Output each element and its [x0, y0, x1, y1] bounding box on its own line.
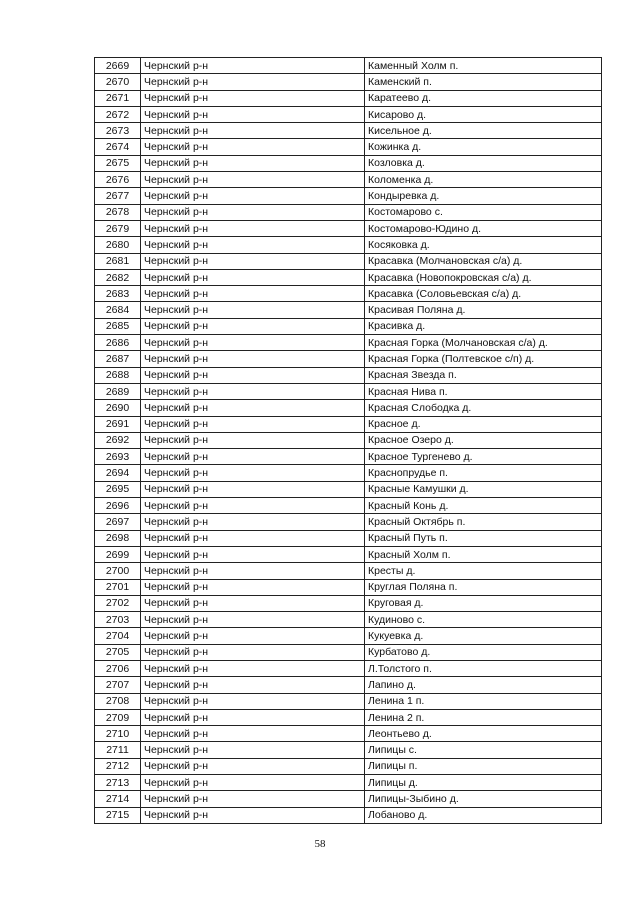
district-cell: Чернский р-н	[141, 660, 365, 676]
place-name-cell: Ленина 1 п.	[365, 693, 602, 709]
place-name-cell: Красавка (Новопокровская с/а) д.	[365, 269, 602, 285]
place-name-cell: Кисарово д.	[365, 106, 602, 122]
row-number-cell: 2677	[95, 188, 141, 204]
row-number-cell: 2673	[95, 123, 141, 139]
place-name-cell: Красный Холм п.	[365, 546, 602, 562]
table-body	[95, 58, 602, 824]
place-name-cell: Лобаново д.	[365, 807, 602, 823]
district-cell: Чернский р-н	[141, 400, 365, 416]
place-name-cell: Кудиново с.	[365, 612, 602, 628]
district-cell: Чернский р-н	[141, 742, 365, 758]
district-cell: Чернский р-н	[141, 90, 365, 106]
table-row	[95, 742, 602, 758]
table-row	[95, 612, 602, 628]
row-number-cell: 2699	[95, 546, 141, 562]
table-row	[95, 155, 602, 171]
district-cell: Чернский р-н	[141, 612, 365, 628]
place-name-cell: Коломенка д.	[365, 172, 602, 188]
table-row	[95, 530, 602, 546]
district-cell: Чернский р-н	[141, 286, 365, 302]
place-name-cell: Красная Горка (Молчановская с/а) д.	[365, 335, 602, 351]
place-name-cell: Краснопрудье п.	[365, 465, 602, 481]
row-number-cell: 2702	[95, 595, 141, 611]
table-row	[95, 400, 602, 416]
table-row	[95, 237, 602, 253]
district-cell: Чернский р-н	[141, 563, 365, 579]
place-name-cell: Кукуевка д.	[365, 628, 602, 644]
table-row	[95, 449, 602, 465]
table-row	[95, 644, 602, 660]
place-name-cell: Круговая д.	[365, 595, 602, 611]
place-name-cell: Красивая Поляна д.	[365, 302, 602, 318]
district-cell: Чернский р-н	[141, 514, 365, 530]
place-name-cell: Красный Конь д.	[365, 498, 602, 514]
page-number: 58	[314, 838, 326, 850]
place-name-cell: Красная Слободка д.	[365, 400, 602, 416]
place-name-cell: Косяковка д.	[365, 237, 602, 253]
district-cell: Чернский р-н	[141, 416, 365, 432]
place-name-cell: Кожинка д.	[365, 139, 602, 155]
table-row	[95, 220, 602, 236]
place-name-cell: Красная Горка (Полтевское с/п) д.	[365, 351, 602, 367]
row-number-cell: 2688	[95, 367, 141, 383]
district-cell: Чернский р-н	[141, 791, 365, 807]
row-number-cell: 2708	[95, 693, 141, 709]
table-row	[95, 775, 602, 791]
district-cell: Чернский р-н	[141, 237, 365, 253]
row-number-cell: 2709	[95, 709, 141, 725]
table-row	[95, 498, 602, 514]
district-cell: Чернский р-н	[141, 367, 365, 383]
row-number-cell: 2670	[95, 74, 141, 90]
row-number-cell: 2683	[95, 286, 141, 302]
place-name-cell: Липицы-Зыбино д.	[365, 791, 602, 807]
table-row	[95, 563, 602, 579]
table-row	[95, 286, 602, 302]
row-number-cell: 2713	[95, 775, 141, 791]
row-number-cell: 2687	[95, 351, 141, 367]
row-number-cell: 2671	[95, 90, 141, 106]
table-row	[95, 546, 602, 562]
district-cell: Чернский р-н	[141, 498, 365, 514]
table-row	[95, 807, 602, 823]
district-cell: Чернский р-н	[141, 432, 365, 448]
place-name-cell: Леонтьево д.	[365, 726, 602, 742]
place-name-cell: Красные Камушки д.	[365, 481, 602, 497]
row-number-cell: 2675	[95, 155, 141, 171]
row-number-cell: 2710	[95, 726, 141, 742]
row-number-cell: 2676	[95, 172, 141, 188]
place-name-cell: Каменский п.	[365, 74, 602, 90]
row-number-cell: 2714	[95, 791, 141, 807]
row-number-cell: 2684	[95, 302, 141, 318]
row-number-cell: 2704	[95, 628, 141, 644]
table-row	[95, 465, 602, 481]
row-number-cell: 2679	[95, 220, 141, 236]
row-number-cell: 2691	[95, 416, 141, 432]
place-name-cell: Красавка (Молчановская с/а) д.	[365, 253, 602, 269]
place-name-cell: Каратеево д.	[365, 90, 602, 106]
row-number-cell: 2703	[95, 612, 141, 628]
place-name-cell: Кисельное д.	[365, 123, 602, 139]
place-name-cell: Курбатово д.	[365, 644, 602, 660]
place-name-cell: Костомарово-Юдино д.	[365, 220, 602, 236]
place-name-cell: Красный Октябрь п.	[365, 514, 602, 530]
place-name-cell: Красная Нива п.	[365, 383, 602, 399]
district-cell: Чернский р-н	[141, 449, 365, 465]
place-name-cell: Круглая Поляна п.	[365, 579, 602, 595]
table-row	[95, 416, 602, 432]
table-row	[95, 123, 602, 139]
row-number-cell: 2705	[95, 644, 141, 660]
row-number-cell: 2698	[95, 530, 141, 546]
table-row	[95, 660, 602, 676]
place-name-cell: Липицы с.	[365, 742, 602, 758]
district-cell: Чернский р-н	[141, 465, 365, 481]
district-cell: Чернский р-н	[141, 253, 365, 269]
table-row	[95, 204, 602, 220]
place-name-cell: Кондыревка д.	[365, 188, 602, 204]
table-row	[95, 58, 602, 74]
district-cell: Чернский р-н	[141, 123, 365, 139]
row-number-cell: 2669	[95, 58, 141, 74]
row-number-cell: 2697	[95, 514, 141, 530]
district-cell: Чернский р-н	[141, 58, 365, 74]
row-number-cell: 2695	[95, 481, 141, 497]
district-cell: Чернский р-н	[141, 302, 365, 318]
table-row	[95, 139, 602, 155]
district-cell: Чернский р-н	[141, 758, 365, 774]
row-number-cell: 2711	[95, 742, 141, 758]
table-row	[95, 90, 602, 106]
table-row	[95, 253, 602, 269]
district-cell: Чернский р-н	[141, 644, 365, 660]
row-number-cell: 2681	[95, 253, 141, 269]
place-name-cell: Красное Тургенево д.	[365, 449, 602, 465]
place-name-cell: Кресты д.	[365, 563, 602, 579]
table-row	[95, 351, 602, 367]
district-cell: Чернский р-н	[141, 335, 365, 351]
district-cell: Чернский р-н	[141, 481, 365, 497]
place-name-cell: Костомарово с.	[365, 204, 602, 220]
district-cell: Чернский р-н	[141, 579, 365, 595]
table-row	[95, 595, 602, 611]
row-number-cell: 2712	[95, 758, 141, 774]
table-row	[95, 758, 602, 774]
row-number-cell: 2674	[95, 139, 141, 155]
district-cell: Чернский р-н	[141, 172, 365, 188]
row-number-cell: 2680	[95, 237, 141, 253]
place-name-cell: Красное Озеро д.	[365, 432, 602, 448]
place-name-cell: Ленина 2 п.	[365, 709, 602, 725]
district-cell: Чернский р-н	[141, 139, 365, 155]
place-name-cell: Красный Путь п.	[365, 530, 602, 546]
district-cell: Чернский р-н	[141, 775, 365, 791]
row-number-cell: 2700	[95, 563, 141, 579]
row-number-cell: 2689	[95, 383, 141, 399]
district-cell: Чернский р-н	[141, 677, 365, 693]
place-name-cell: Красавка (Соловьевская с/а) д.	[365, 286, 602, 302]
table-row	[95, 302, 602, 318]
district-cell: Чернский р-н	[141, 318, 365, 334]
district-cell: Чернский р-н	[141, 204, 365, 220]
place-name-cell: Липицы п.	[365, 758, 602, 774]
row-number-cell: 2690	[95, 400, 141, 416]
table-row	[95, 367, 602, 383]
row-number-cell: 2692	[95, 432, 141, 448]
place-name-cell: Красивка д.	[365, 318, 602, 334]
district-cell: Чернский р-н	[141, 269, 365, 285]
table-row	[95, 628, 602, 644]
table-row	[95, 726, 602, 742]
place-name-cell: Л.Толстого п.	[365, 660, 602, 676]
place-name-cell: Красная Звезда п.	[365, 367, 602, 383]
district-cell: Чернский р-н	[141, 807, 365, 823]
table-row	[95, 106, 602, 122]
district-cell: Чернский р-н	[141, 709, 365, 725]
district-cell: Чернский р-н	[141, 693, 365, 709]
district-cell: Чернский р-н	[141, 628, 365, 644]
row-number-cell: 2715	[95, 807, 141, 823]
row-number-cell: 2678	[95, 204, 141, 220]
table-row	[95, 579, 602, 595]
table-row	[95, 74, 602, 90]
district-cell: Чернский р-н	[141, 530, 365, 546]
district-cell: Чернский р-н	[141, 726, 365, 742]
district-cell: Чернский р-н	[141, 106, 365, 122]
place-name-cell: Каменный Холм п.	[365, 58, 602, 74]
table-row	[95, 383, 602, 399]
table-row	[95, 693, 602, 709]
district-cell: Чернский р-н	[141, 383, 365, 399]
row-number-cell: 2685	[95, 318, 141, 334]
table-row	[95, 172, 602, 188]
row-number-cell: 2706	[95, 660, 141, 676]
table-row	[95, 335, 602, 351]
district-cell: Чернский р-н	[141, 546, 365, 562]
place-name-cell: Лапино д.	[365, 677, 602, 693]
place-name-cell: Красное д.	[365, 416, 602, 432]
row-number-cell: 2693	[95, 449, 141, 465]
row-number-cell: 2701	[95, 579, 141, 595]
table-row	[95, 481, 602, 497]
table-row	[95, 188, 602, 204]
district-cell: Чернский р-н	[141, 220, 365, 236]
table-row	[95, 709, 602, 725]
table-row	[95, 318, 602, 334]
table-row	[95, 791, 602, 807]
table-row	[95, 432, 602, 448]
place-name-cell: Липицы д.	[365, 775, 602, 791]
table-row	[95, 677, 602, 693]
row-number-cell: 2707	[95, 677, 141, 693]
settlements-table	[94, 57, 602, 824]
row-number-cell: 2682	[95, 269, 141, 285]
table-row	[95, 269, 602, 285]
place-name-cell: Козловка д.	[365, 155, 602, 171]
row-number-cell: 2696	[95, 498, 141, 514]
district-cell: Чернский р-н	[141, 351, 365, 367]
table-row	[95, 514, 602, 530]
district-cell: Чернский р-н	[141, 74, 365, 90]
row-number-cell: 2672	[95, 106, 141, 122]
district-cell: Чернский р-н	[141, 155, 365, 171]
row-number-cell: 2686	[95, 335, 141, 351]
row-number-cell: 2694	[95, 465, 141, 481]
district-cell: Чернский р-н	[141, 188, 365, 204]
district-cell: Чернский р-н	[141, 595, 365, 611]
